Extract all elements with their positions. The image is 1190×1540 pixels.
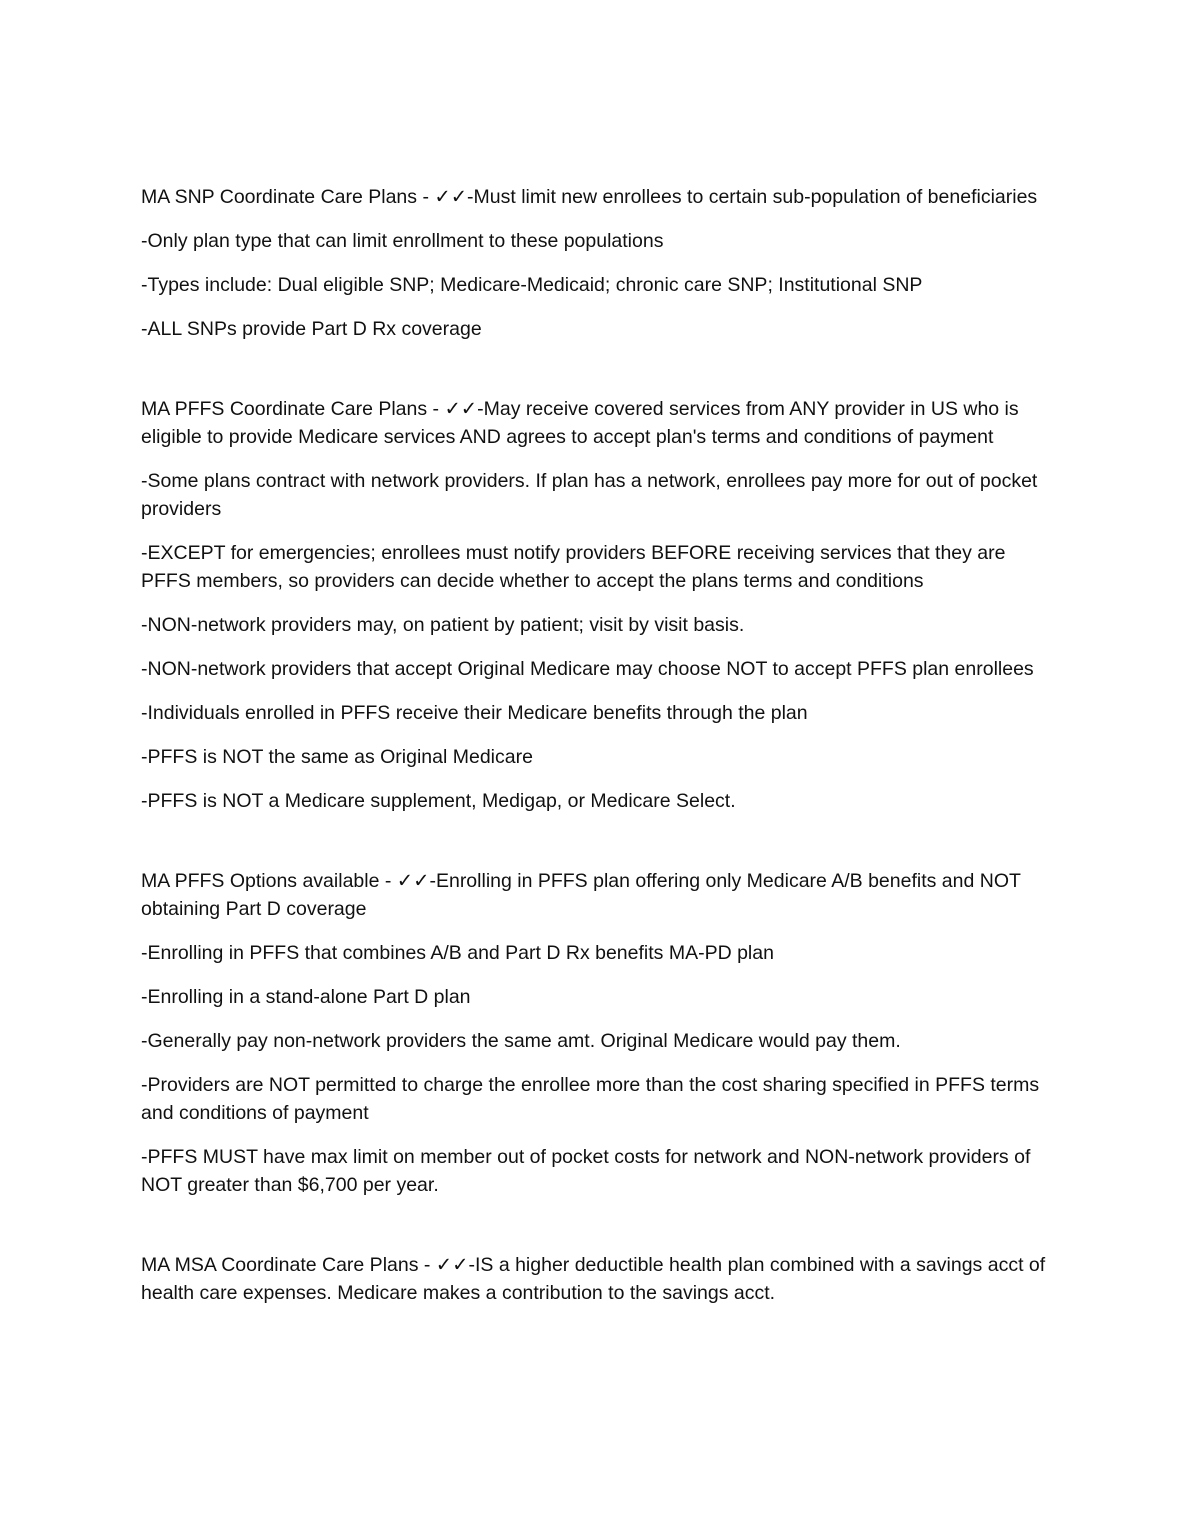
- section-pffs-options: [141, 867, 1051, 1199]
- section-first-line: -May receive covered services from ANY provider in US who is eligible to provide Medicare services AND agrees to accept plan's terms and conditions of payment: [141, 398, 1019, 448]
- double-check-icon: ✓✓: [434, 185, 468, 208]
- bullet-line: -PFFS is NOT the same as Original Medicare: [141, 746, 533, 768]
- section-heading: MA PFFS Coordinate Care Plans -: [141, 398, 445, 420]
- bullet-line: -EXCEPT for emergencies; enrollees must notify providers BEFORE receiving services that they are PFFS members, so providers can decide whether to accept the plans terms and conditions: [141, 542, 1006, 592]
- section-heading-line: [141, 867, 1051, 923]
- section-first-line: -IS a higher deductible health plan combined with a savings acct of health care expenses. Medicare makes a contribution to the savings acct.: [141, 1254, 1046, 1304]
- section-first-line: -Enrolling in PFFS plan offering only Medicare A/B benefits and NOT obtaining Part D coverage: [141, 870, 1021, 920]
- document-page: [141, 183, 1051, 1323]
- bullet-line: -Some plans contract with network providers. If plan has a network, enrollees pay more for out of pocket providers: [141, 470, 1038, 520]
- section-msa: [141, 1251, 1051, 1307]
- double-check-icon: ✓✓: [444, 397, 478, 420]
- bullet-line: -PFFS is NOT a Medicare supplement, Medigap, or Medicare Select.: [141, 790, 736, 812]
- double-check-icon: ✓✓: [435, 1253, 469, 1276]
- section-spacer: [141, 1215, 1051, 1251]
- bullet-line: -PFFS MUST have max limit on member out of pocket costs for network and NON-network providers of NOT greater than $6,700 per year.: [141, 1146, 1031, 1196]
- section-spacer: [141, 359, 1051, 395]
- bullet-line: -Types include: Dual eligible SNP; Medicare-Medicaid; chronic care SNP; Institutional SNP: [141, 274, 923, 296]
- section-first-line: -Must limit new enrollees to certain sub-population of beneficiaries: [467, 186, 1038, 208]
- section-heading: MA SNP Coordinate Care Plans -: [141, 186, 435, 208]
- bullet-line: -Enrolling in PFFS that combines A/B and Part D Rx benefits MA-PD plan: [141, 942, 774, 964]
- bullet-line: -Only plan type that can limit enrollment to these populations: [141, 230, 664, 252]
- bullet-line: -Generally pay non-network providers the same amt. Original Medicare would pay them.: [141, 1030, 901, 1052]
- section-heading: MA PFFS Options available -: [141, 870, 397, 892]
- section-heading: MA MSA Coordinate Care Plans -: [141, 1254, 436, 1276]
- section-heading-line: [141, 1251, 1051, 1307]
- bullet-line: -Enrolling in a stand-alone Part D plan: [141, 986, 471, 1008]
- bullet-line: -Providers are NOT permitted to charge the enrollee more than the cost sharing specified in PFFS terms and conditions of payment: [141, 1074, 1040, 1124]
- section-heading-line: [141, 395, 1051, 451]
- section-snp: [141, 183, 1051, 343]
- bullet-line: -NON-network providers that accept Original Medicare may choose NOT to accept PFFS plan enrollees: [141, 658, 1034, 680]
- bullet-line: -Individuals enrolled in PFFS receive their Medicare benefits through the plan: [141, 702, 808, 724]
- section-heading-line: [141, 183, 1051, 211]
- double-check-icon: ✓✓: [396, 869, 430, 892]
- bullet-line: -ALL SNPs provide Part D Rx coverage: [141, 318, 482, 340]
- section-pffs: [141, 395, 1051, 815]
- bullet-line: -NON-network providers may, on patient by patient; visit by visit basis.: [141, 614, 745, 636]
- section-spacer: [141, 831, 1051, 867]
